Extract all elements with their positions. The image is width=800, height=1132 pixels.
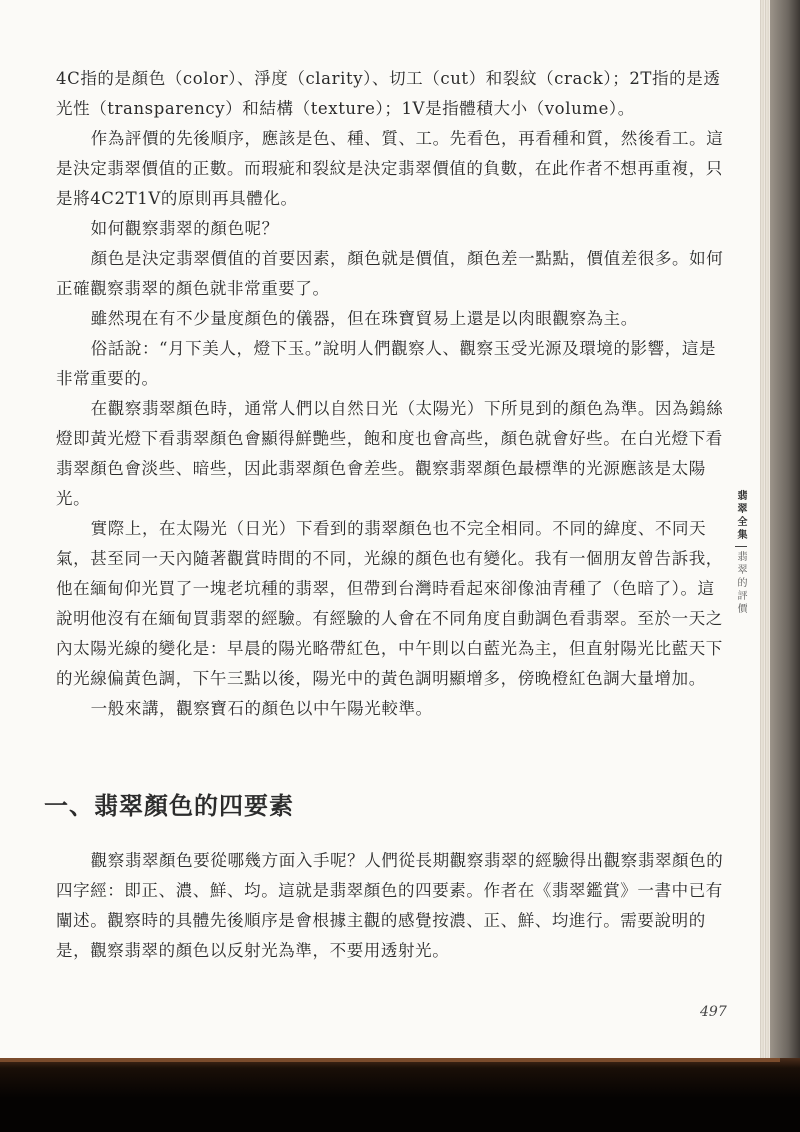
paragraph: 實際上，在太陽光（日光）下看到的翡翠顏色也不完全相同。不同的緯度、不同天氣，甚至同一天內隨著觀賞時間的不同，光線的顏色也有變化。我有一個朋友曾告訴我，他在緬甸仰光買了一塊老坑種的翡翠，但帶到台灣時看起來卻像油青種了（色暗了）。這說明他沒有在緬甸買翡翠的經驗。有經驗的人會在不同角度自動調色看翡翠。至於一天之內太陽光線的變化是：早晨的陽光略帶紅色，中午則以白藍光為主，但直射陽光比藍天下的光線偏黃色調，下午三點以後，陽光中的黃色調明顯增多，傍晚橙紅色調大量增加。 <box>56 519 723 688</box>
page-number: 497 <box>700 1004 727 1020</box>
paragraph: 俗話說：“月下美人，燈下玉。”說明人們觀察人、觀察玉受光源及環境的影響，這是非常重要的。 <box>56 339 717 388</box>
running-header-divider <box>735 546 747 547</box>
paragraph: 4C指的是顏色（color）、淨度（clarity）、切工（cut）和裂紋（crack）；2T指的是透光性（transparency）和結構（texture）；1V是指體積大小（volume）。 <box>56 69 721 118</box>
paragraph: 作為評價的先後順序，應該是色、種、質、工。先看色，再看種和質，然後看工。這是決定翡翠價值的正數。而瑕疵和裂紋是決定翡翠價值的負數，在此作者不想再重複，只是將4C2T1V的原則再具體化。 <box>56 129 724 208</box>
paragraph: 觀察翡翠顏色要從哪幾方面入手呢？人們從長期觀察翡翠的經驗得出觀察翡翠顏色的四字經：即正、濃、鮮、均。這就是翡翠顏色的四要素。作者在《翡翠鑑賞》一書中已有闡述。觀察時的具體先後順序是會根據主觀的感覺按濃、正、鮮、均進行。需要說明的是，觀察翡翠的顏色以反射光為準，不要用透射光。 <box>56 851 724 960</box>
running-header-chapter: 翡翠的評價 <box>735 551 746 616</box>
body-text <box>56 64 724 724</box>
section-body-text <box>56 846 724 966</box>
scan-bottom-border <box>0 1058 800 1132</box>
paragraph: 一般來講，觀察寶石的顏色以中午陽光較準。 <box>90 699 433 718</box>
paragraph: 顏色是決定翡翠價值的首要因素，顏色就是價值，顏色差一點點，價值差很多。如何正確觀察翡翠的顏色就非常重要了。 <box>56 249 724 298</box>
paragraph: 如何觀察翡翠的顏色呢？ <box>90 219 279 238</box>
book-cover-edge <box>770 0 800 1132</box>
running-header <box>733 490 749 616</box>
section-heading: 一、翡翠顏色的四要素 <box>44 792 294 820</box>
paragraph: 在觀察翡翠顏色時，通常人們以自然日光（太陽光）下所見到的顏色為準。因為鎢絲燈即黃光燈下看翡翠顏色會顯得鮮艷些，飽和度也會高些，顏色就會好些。在白光燈下看翡翠顏色會淡些、暗些，因此翡翠顏色會差些。觀察翡翠顏色最標準的光源應該是太陽光。 <box>56 399 724 508</box>
paragraph: 雖然現在有不少量度顏色的儀器，但在珠寶貿易上還是以肉眼觀察為主。 <box>90 309 638 328</box>
running-header-book-title: 翡翠全集 <box>735 490 746 542</box>
